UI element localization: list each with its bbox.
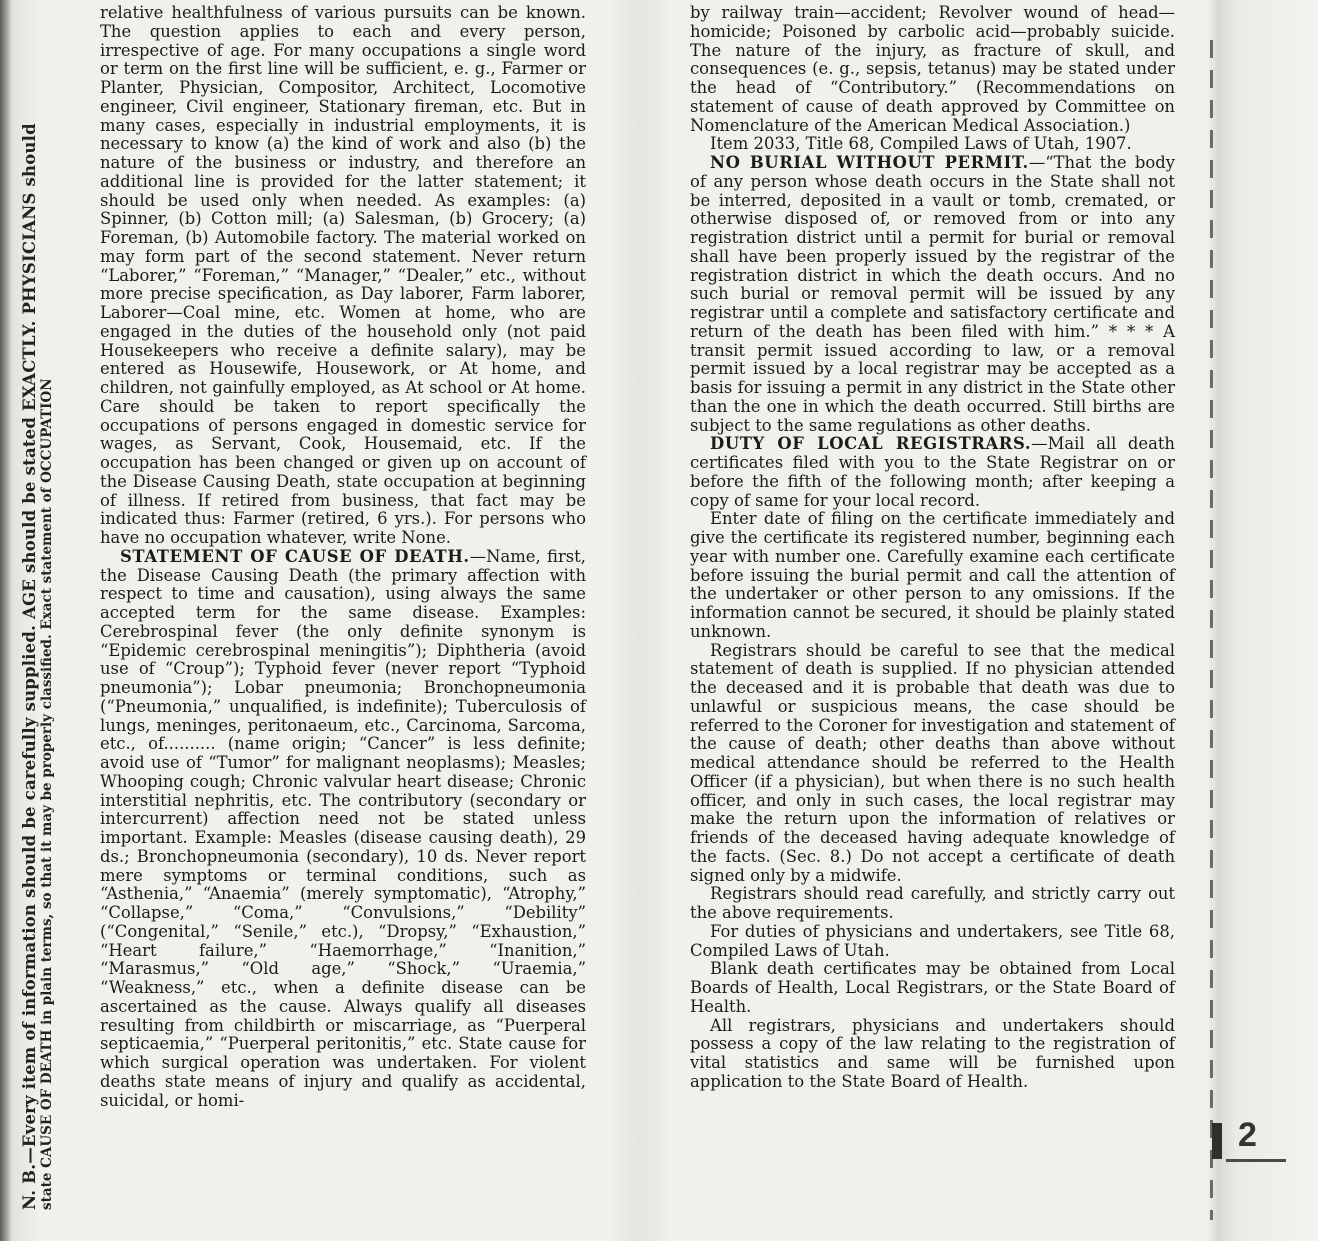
burial-permit-heading: NO BURIAL WITHOUT PERMIT. <box>710 153 1029 172</box>
local-registrars-heading: DUTY OF LOCAL REGISTRARS. <box>710 434 1032 454</box>
scanned-edge <box>1196 0 1318 1241</box>
page-gutter <box>610 0 672 1241</box>
copy-of-law-paragraph: All registrars, physicians and undertakers should possess a copy of the law relating to the registration of vital statistics and same will be furnished upon application to the State Board of Health. <box>690 1015 1175 1091</box>
filing-date-paragraph: Enter date of filing on the certificate immediately and give the certificate its registered number, beginning each year with number one. Carefully examine each certificate before issuing the burial permit and call the attention of the undertaker or other person to any omissions. If the information cannot be secured, it should be plainly stated unknown. <box>690 509 1175 641</box>
law-reference: Item 2033, Title 68, Compiled Laws of Utah, 1907. <box>710 134 1132 154</box>
duties-reference-paragraph: For duties of physicians and undertakers, see Title 68, Compiled Laws of Utah. <box>690 921 1175 960</box>
edge-rule <box>1226 1159 1286 1162</box>
occupation-paragraph: relative healthfulness of various pursuits can be known. The question applies to each and every person, irrespective of age. For many occupations a single word or term on the first line will be sufficient, e. g., Farmer or Planter, Physician, Compositor, Architect, Locomotive engineer, Civil engineer, Stationary fireman, etc. But in many cases, especially in industrial employments, it is necessary to know (a) the kind of work and also (b) the nature of the business or industry, and therefore an additional line is provided for the latter statement; it should be used only when needed. As examples: (a) Spinner, (b) Cotton mill; (a) Salesman, (b) Grocery; (a) Foreman, (b) Automobile factory. The material worked on may form part of the second statement. Never return “Laborer,” “Foreman,” “Manager,” “Dealer,” etc., without more precise specification, as Day laborer, Farm laborer, Laborer—Coal mine, etc. Women at home, who are engaged in the duties of the household only (not paid Housekeepers who receive a definite salary), may be entered as Housewife, Housework, or At home, and children, not gainfully employed, as At school or At home. Care should be taken to report specifically the occupations of persons engaged in domestic service for wages, as Servant, Cook, Housemaid, etc. If the occupation has been changed or given up on account of the Disease Causing Death, state occupation at beginning of illness. If retired from business, that fact may be indicated thus: Farmer (retired, 6 yrs.). For persons who have no occupation whatever, write None. <box>100 3 586 547</box>
burial-permit-text: —“That the body of any person whose death occurs in the State shall not be interred, deposited in a vault or tomb, cremated, or otherwise disposed of, or removed from or into any registration district until a permit for burial or removal shall have been properly issued by the registrar of the registration district in which the death occurs. And no such burial or removal permit will be issued by any registrar until a complete and satisfactory certificate and return of the death has been filed with him.” * * * A transit permit issued according to law, or a removal permit issued by a local registrar may be accepted as a basis for issuing a permit in any district in the State other than the one in which the death occurred. Still births are subject to the same regulations as other deaths. <box>690 153 1176 435</box>
margin-note-line-2: state CAUSE OF DEATH in plain terms, so that it may be properly classified. Exact statement of OCCUPATION <box>39 378 55 1210</box>
edge-mark-block <box>1212 1123 1222 1159</box>
blank-certificates-paragraph: Blank death certificates may be obtained from Local Boards of Health, Local Registrars, or the State Board of Health. <box>690 959 1175 1016</box>
read-carefully-paragraph: Registrars should read carefully, and strictly carry out the above requirements. <box>690 884 1175 922</box>
local-registrars-text: —Mail all death certificates filed with you to the State Registrar on or before the fifth of the following month; after keeping a copy of same for your local record. <box>690 434 1175 510</box>
edge-dash-line <box>1210 40 1213 1220</box>
margin-note-vertical <box>20 50 55 1210</box>
burial-permit-paragraph <box>690 154 1175 435</box>
left-column <box>100 4 586 1110</box>
local-registrars-paragraph <box>690 435 1175 510</box>
cause-of-death-text: —Name, first, the Disease Causing Death (the primary affection with respect to time and causation), using always the same accepted term for the same disease. Examples: Cerebrospinal fever (the only definite synonym is “Epidemic cerebrospinal meningitis”); Diphtheria (avoid use of “Croup”); Typhoid fever (never report “Typhoid pneumonia”); Lobar pneumonia; Bronchopneumonia (“Pneumonia,” unqualified, is indefinite); Tuberculosis of lungs, meninges, peritonaeum, etc., Carcinoma, Sarcoma, etc., of.......... (name origin; “Cancer” is less definite; avoid use of “Tumor” for malignant neoplasms); Measles; Whooping cough; Chronic valvular heart disease; Chronic interstitial nephritis, etc. The contributory (secondary or intercurrent) affection need not be stated unless important. Example: Measles (disease causing death), 29 ds.; Bronchopneumonia (secondary), 10 ds. Never report mere symptoms or terminal conditions, such as “Asthenia,” “Anaemia” (merely symptomatic), “Atrophy,” “Collapse,” “Coma,” “Convulsions,” “Debility” (“Congenital,” “Senile,” etc.), “Dropsy,” “Exhaustion,” “Heart failure,” “Haemorrhage,” “Inanition,” “Marasmus,” “Old age,” “Shock,” “Uraemia,” “Weakness,” etc., when a definite disease can be ascertained as the cause. Always qualify all diseases resulting from childbirth or miscarriage, as “Puerperal septicaemia,” “Puerperal peritonitis,” etc. State cause for which surgical operation was undertaken. For violent deaths state means of injury and qualify as accidental, suicidal, or homi- <box>100 546 586 1110</box>
violent-death-paragraph: by railway train—accident; Revolver wound of head—homicide; Poisoned by carbolic acid—probably suicide. The nature of the injury, as fracture of skull, and consequences (e. g., sepsis, tetanus) may be stated under the head of “Contributory.” (Recommendations on statement of cause of death approved by Committee on Nomenclature of the American Medical Association.) <box>690 3 1175 135</box>
right-column <box>690 4 1175 1092</box>
edge-mark-digit: 2 <box>1238 1116 1257 1154</box>
cause-of-death-heading: STATEMENT OF CAUSE OF DEATH. <box>120 546 470 566</box>
cause-of-death-paragraph <box>100 548 586 1111</box>
margin-note-line-1: N. B.—Every item of information should be carefully supplied. AGE should be stated EXACTLY. PHYSICIANS should <box>20 123 39 1210</box>
medical-statement-paragraph: Registrars should be careful to see that the medical statement of death is supplied. If no physician attended the deceased and it is probable that death was due to unlawful or suspicious means, the case should be referred to the Coroner for investigation and statement of the cause of death; other deaths than above without medical attendance should be referred to the Health Officer (if a physician), but when there is no such health officer, and only in such cases, the local registrar may make the return upon the information of relatives or friends of the deceased having adequate knowledge of the facts. (Sec. 8.) Do not accept a certificate of death signed only by a midwife. <box>690 640 1175 885</box>
